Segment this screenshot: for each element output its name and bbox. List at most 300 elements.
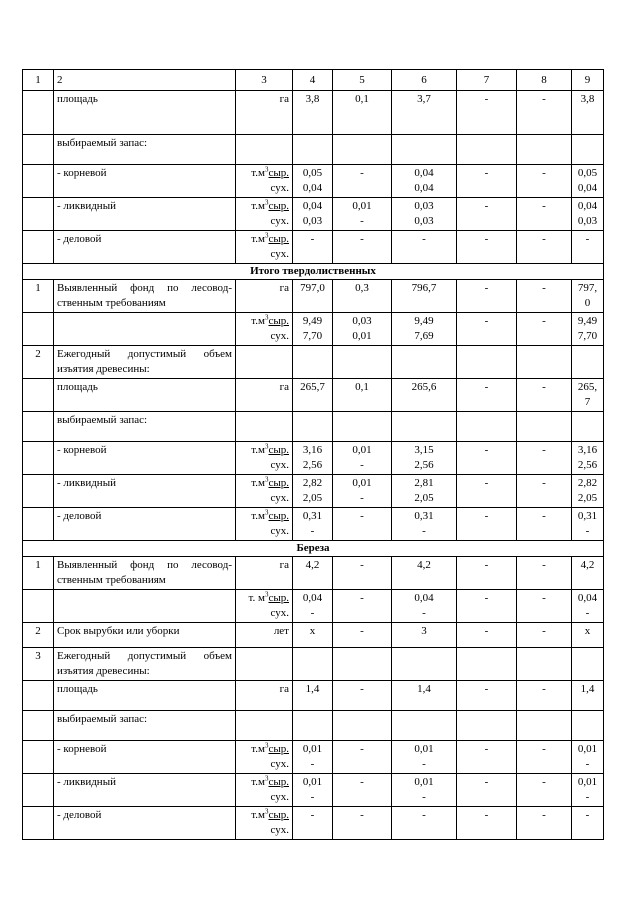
value-cell: [333, 442, 392, 475]
cell-bottom-line: сух.: [270, 824, 289, 836]
value-cell: [572, 135, 604, 165]
cell-top-line: $т.м^3сыр$.: [251, 165, 289, 179]
unit-cell: [236, 442, 293, 475]
indicator-cell: Ежегодный допустимый объем изъятия древесины:: [54, 648, 236, 681]
cell-bottom-line: 0,04: [577, 182, 598, 194]
cell-top-line: -: [484, 510, 489, 522]
value-cell: [457, 508, 517, 541]
cell-top-line: 4,2: [417, 559, 431, 571]
value-cell: [392, 313, 457, 346]
unit-cell: [236, 280, 293, 313]
value-cell: [333, 165, 392, 198]
cell-top-line: 2,82: [302, 477, 323, 489]
value-cell: [333, 313, 392, 346]
value-cell: [457, 557, 517, 590]
cell-top-line: $т.м^3сыр$.: [251, 508, 289, 522]
cell-top-line: т. $м^3сыр$.: [248, 590, 289, 604]
value-cell: [333, 508, 392, 541]
value-cell: [333, 711, 392, 741]
value-cell: 3: [392, 623, 457, 648]
value-cell: [333, 807, 392, 840]
row-number-cell: [23, 442, 54, 475]
cell-bottom-line: -: [310, 758, 315, 770]
cell-bottom-line: [395, 362, 453, 377]
table-row: [23, 313, 604, 346]
value-cell: [457, 165, 517, 198]
cell-top-line: 3,16: [302, 444, 323, 456]
header-cell: 3: [236, 70, 293, 91]
cell-top-line: -: [360, 743, 364, 755]
table-row: [23, 557, 604, 590]
value-cell: [293, 711, 333, 741]
cell-bottom-line: [575, 247, 600, 262]
value-cell: 0,1: [333, 91, 392, 135]
value-cell: [392, 280, 457, 313]
indicator-cell: Выявленный фонд по лесовод-ственным требованиям: [54, 280, 236, 313]
value-cell: [517, 508, 572, 541]
cell-top-line: 0,01: [352, 444, 372, 456]
value-cell: [392, 557, 457, 590]
value-cell: [293, 379, 333, 412]
row-number-cell: [23, 231, 54, 264]
indicator-cell: - деловой: [54, 807, 236, 840]
value-cell: -: [333, 623, 392, 648]
cell-bottom-line: -: [360, 459, 364, 471]
cell-top-line: 0,31: [414, 510, 434, 522]
cell-bottom-line: [239, 664, 289, 679]
cell-top-line: -: [484, 315, 489, 327]
value-cell: х: [293, 623, 333, 648]
value-cell: [392, 442, 457, 475]
cell-top-line: [239, 347, 289, 362]
cell-bottom-line: 0,03: [577, 215, 598, 227]
value-cell: [293, 774, 333, 807]
cell-top-line: -: [585, 809, 590, 821]
cell-bottom-line: [336, 181, 388, 196]
value-cell: [392, 379, 457, 412]
value-cell: [392, 412, 457, 442]
value-cell: [572, 774, 604, 807]
value-cell: [457, 280, 517, 313]
cell-bottom-line: [520, 823, 568, 838]
row-number-cell: [23, 412, 54, 442]
cell-top-line: 0,04: [414, 592, 434, 604]
cell-bottom-line: [520, 664, 568, 679]
cell-top-line: [575, 347, 600, 362]
cell-bottom-line: 2,56: [577, 459, 598, 471]
cell-top-line: 797,0: [300, 282, 325, 294]
row-number-cell: [23, 741, 54, 774]
value-cell: [293, 313, 333, 346]
cell-bottom-line: [520, 329, 568, 344]
unit-cell: [236, 711, 293, 741]
cell-bottom-line: [239, 395, 289, 410]
row-number-cell: [23, 774, 54, 807]
table-row: [23, 475, 604, 508]
cell-bottom-line: [460, 395, 513, 410]
value-cell: -: [457, 681, 517, 711]
cell-top-line: -: [484, 776, 489, 788]
value-cell: [572, 741, 604, 774]
cell-top-line: 0,04: [302, 200, 323, 212]
cell-top-line: га: [279, 381, 289, 393]
cell-top-line: [460, 347, 513, 362]
value-cell: [392, 508, 457, 541]
unit-cell: [236, 412, 293, 442]
cell-top-line: -: [310, 233, 315, 245]
unit-cell: [236, 508, 293, 541]
value-cell: [333, 557, 392, 590]
cell-bottom-line: [460, 296, 513, 311]
value-cell: [293, 165, 333, 198]
value-cell: [517, 648, 572, 681]
cell-top-line: -: [360, 776, 364, 788]
cell-bottom-line: [520, 247, 568, 262]
table-row: [23, 711, 604, 741]
cell-top-line: 0,3: [355, 282, 369, 294]
cell-bottom-line: [575, 664, 600, 679]
cell-top-line: 0,04: [302, 592, 323, 604]
value-cell: [517, 412, 572, 442]
row-number-cell: [23, 590, 54, 623]
unit-cell: [236, 231, 293, 264]
unit-cell: [236, 648, 293, 681]
cell-top-line: 265,6: [411, 381, 437, 393]
value-cell: [333, 475, 392, 508]
value-cell: -: [333, 681, 392, 711]
value-cell: [517, 313, 572, 346]
table-row: [23, 91, 604, 135]
cell-bottom-line: [460, 606, 513, 621]
value-cell: [517, 590, 572, 623]
cell-top-line: -: [542, 381, 546, 393]
cell-bottom-line: 0,03: [414, 215, 434, 227]
cell-bottom-line: [520, 606, 568, 621]
unit-cell: [236, 807, 293, 840]
cell-top-line: -: [360, 809, 364, 821]
unit-cell: [236, 590, 293, 623]
cell-top-line: 9,49: [577, 315, 598, 327]
cell-bottom-line: 0: [584, 297, 591, 309]
cell-bottom-line: сух.: [270, 525, 289, 537]
cell-top-line: $т.м^3сыр$.: [251, 807, 289, 821]
value-cell: [392, 741, 457, 774]
row-number-cell: [23, 165, 54, 198]
indicator-cell: - ликвидный: [54, 475, 236, 508]
cell-top-line: 265,: [577, 381, 598, 393]
value-cell: [293, 475, 333, 508]
cell-top-line: -: [542, 776, 546, 788]
value-cell: 1,4: [572, 681, 604, 711]
cell-top-line: 3,16: [577, 444, 598, 456]
value-cell: -: [517, 91, 572, 135]
value-cell: [333, 231, 392, 264]
header-cell: 4: [293, 70, 333, 91]
cell-top-line: 0,01: [577, 743, 598, 755]
value-cell: [572, 165, 604, 198]
cell-top-line: 0,03: [352, 315, 372, 327]
cell-bottom-line: [296, 247, 329, 262]
cell-bottom-line: [575, 573, 600, 588]
cell-top-line: 4,2: [580, 559, 595, 571]
row-number-cell: [23, 91, 54, 135]
cell-bottom-line: -: [585, 758, 590, 770]
value-cell: 1,4: [392, 681, 457, 711]
value-cell: [572, 442, 604, 475]
cell-bottom-line: [460, 757, 513, 772]
cell-bottom-line: [395, 823, 453, 838]
row-number-cell: 2: [23, 623, 54, 648]
cell-top-line: [336, 347, 388, 362]
cell-bottom-line: [239, 296, 289, 311]
value-cell: 1,4: [293, 681, 333, 711]
row-number-cell: [23, 313, 54, 346]
cell-bottom-line: 2,05: [577, 492, 598, 504]
value-cell: [572, 557, 604, 590]
cell-bottom-line: 2,56: [302, 459, 323, 471]
indicator-cell: - ликвидный: [54, 198, 236, 231]
table-row: [23, 590, 604, 623]
cell-bottom-line: [296, 395, 329, 410]
table-row: [23, 774, 604, 807]
cell-bottom-line: [460, 214, 513, 229]
indicator-cell: - деловой: [54, 231, 236, 264]
value-cell: [392, 165, 457, 198]
cell-bottom-line: [239, 573, 289, 588]
cell-top-line: -: [484, 477, 489, 489]
cell-top-line: 0,1: [355, 381, 369, 393]
header-cell: 6: [392, 70, 457, 91]
value-cell: [517, 475, 572, 508]
value-cell: [572, 475, 604, 508]
value-cell: [293, 442, 333, 475]
cell-top-line: [239, 649, 289, 664]
value-cell: [572, 346, 604, 379]
value-cell: [392, 135, 457, 165]
table-row: [23, 231, 604, 264]
cell-top-line: 4,2: [305, 559, 320, 571]
unit-cell: [236, 741, 293, 774]
value-cell: [333, 280, 392, 313]
table-row: [23, 346, 604, 379]
value-cell: [457, 807, 517, 840]
cell-top-line: [395, 649, 453, 664]
cell-bottom-line: [520, 573, 568, 588]
cell-bottom-line: -: [422, 791, 426, 803]
indicator-cell: - деловой: [54, 508, 236, 541]
cell-bottom-line: -: [585, 525, 590, 537]
cell-bottom-line: -: [585, 791, 590, 803]
value-cell: [457, 198, 517, 231]
indicator-cell: Срок вырубки или уборки: [54, 623, 236, 648]
value-cell: [333, 198, 392, 231]
value-cell: [572, 231, 604, 264]
cell-top-line: -: [484, 381, 489, 393]
cell-bottom-line: 7,70: [302, 330, 323, 342]
cell-top-line: -: [360, 233, 364, 245]
cell-bottom-line: [460, 247, 513, 262]
cell-bottom-line: [575, 823, 600, 838]
value-cell: [333, 135, 392, 165]
value-cell: [333, 346, 392, 379]
value-cell: [457, 346, 517, 379]
cell-bottom-line: -: [310, 525, 315, 537]
table-row: [23, 508, 604, 541]
value-cell: 3,8: [293, 91, 333, 135]
cell-top-line: 9,49: [302, 315, 323, 327]
cell-top-line: -: [310, 809, 315, 821]
indicator-cell: площадь: [54, 681, 236, 711]
value-cell: 3,8: [572, 91, 604, 135]
table-row: [23, 379, 604, 412]
cell-top-line: [520, 649, 568, 664]
value-cell: [572, 198, 604, 231]
cell-bottom-line: [520, 790, 568, 805]
cell-top-line: $т.м^3сыр$.: [251, 774, 289, 788]
cell-bottom-line: [336, 296, 388, 311]
value-cell: -: [517, 681, 572, 711]
table-row: [23, 681, 604, 711]
cell-bottom-line: [296, 296, 329, 311]
cell-bottom-line: 7,69: [414, 330, 434, 342]
table-row: [23, 442, 604, 475]
value-cell: [572, 508, 604, 541]
table-row: [23, 741, 604, 774]
indicator-cell: выбираемый запас:: [54, 711, 236, 741]
cell-bottom-line: 2,05: [302, 492, 323, 504]
value-cell: [572, 648, 604, 681]
cell-bottom-line: [395, 395, 453, 410]
cell-bottom-line: 0,03: [302, 215, 323, 227]
cell-top-line: -: [542, 477, 546, 489]
cell-top-line: -: [360, 592, 364, 604]
unit-cell: [236, 135, 293, 165]
cell-bottom-line: [395, 247, 453, 262]
unit-cell: [236, 198, 293, 231]
value-cell: [293, 231, 333, 264]
section-title: Итого твердолиственных: [23, 264, 604, 280]
cell-top-line: -: [542, 444, 546, 456]
cell-bottom-line: сух.: [270, 791, 289, 803]
cell-bottom-line: [336, 524, 388, 539]
cell-top-line: -: [484, 444, 489, 456]
indicator-cell: - корневой: [54, 741, 236, 774]
cell-top-line: $т.м^3сыр$.: [251, 198, 289, 212]
cell-bottom-line: [296, 664, 329, 679]
unit-cell: [236, 475, 293, 508]
cell-bottom-line: [336, 395, 388, 410]
row-number-cell: [23, 711, 54, 741]
value-cell: [293, 346, 333, 379]
row-number-cell: 2: [23, 346, 54, 379]
value-cell: [333, 590, 392, 623]
cell-bottom-line: [460, 823, 513, 838]
value-cell: [457, 475, 517, 508]
cell-bottom-line: [520, 296, 568, 311]
cell-top-line: -: [422, 809, 426, 821]
cell-bottom-line: [336, 606, 388, 621]
cell-bottom-line: сух.: [270, 248, 289, 260]
cell-bottom-line: сух.: [270, 492, 289, 504]
cell-top-line: 0,01: [302, 743, 323, 755]
cell-top-line: -: [484, 200, 489, 212]
cell-top-line: га: [279, 282, 289, 294]
cell-top-line: 3,15: [414, 444, 434, 456]
cell-top-line: 0,03: [414, 200, 434, 212]
value-cell: [392, 648, 457, 681]
value-cell: [457, 231, 517, 264]
row-number-cell: [23, 135, 54, 165]
unit-cell: [236, 379, 293, 412]
row-number-cell: [23, 681, 54, 711]
cell-bottom-line: сух.: [270, 607, 289, 619]
cell-top-line: $т.м^3сыр$.: [251, 475, 289, 489]
value-cell: [392, 231, 457, 264]
table-row: [23, 807, 604, 840]
value-cell: [457, 313, 517, 346]
cell-bottom-line: -: [585, 607, 590, 619]
cell-top-line: 0,01: [414, 776, 434, 788]
cell-bottom-line: 7: [584, 396, 591, 408]
indicator-cell: Ежегодный допустимый объем изъятия древесины:: [54, 346, 236, 379]
cell-bottom-line: [575, 362, 600, 377]
cell-top-line: -: [484, 809, 489, 821]
value-cell: [572, 711, 604, 741]
value-cell: [517, 807, 572, 840]
table-row: [23, 648, 604, 681]
value-cell: [517, 774, 572, 807]
cell-top-line: -: [542, 510, 546, 522]
cell-top-line: 265,7: [300, 381, 325, 393]
cell-bottom-line: [336, 247, 388, 262]
cell-bottom-line: [395, 664, 453, 679]
table-row: [23, 198, 604, 231]
cell-top-line: -: [542, 200, 546, 212]
value-cell: [572, 379, 604, 412]
value-cell: [333, 774, 392, 807]
cell-top-line: [395, 347, 453, 362]
cell-bottom-line: -: [422, 607, 426, 619]
indicator-cell: выбираемый запас:: [54, 412, 236, 442]
cell-bottom-line: сух.: [270, 758, 289, 770]
cell-top-line: 0,01: [414, 743, 434, 755]
cell-top-line: 0,31: [577, 510, 598, 522]
cell-top-line: $т.м^3сыр$.: [251, 741, 289, 755]
value-cell: 3,7: [392, 91, 457, 135]
cell-top-line: 0,01: [577, 776, 598, 788]
cell-top-line: -: [484, 743, 489, 755]
header-cell: 1: [23, 70, 54, 91]
cell-top-line: -: [484, 282, 489, 294]
cell-bottom-line: [460, 664, 513, 679]
cell-bottom-line: сух.: [270, 182, 289, 194]
row-number-cell: [23, 475, 54, 508]
value-cell: [392, 198, 457, 231]
indicator-cell: площадь: [54, 379, 236, 412]
value-cell: [517, 557, 572, 590]
cell-top-line: га: [279, 559, 289, 571]
cell-top-line: [296, 649, 329, 664]
cell-bottom-line: -: [310, 607, 315, 619]
value-cell: [392, 475, 457, 508]
value-cell: [333, 648, 392, 681]
cell-bottom-line: 7,70: [577, 330, 598, 342]
table-row: [23, 165, 604, 198]
cell-top-line: [336, 649, 388, 664]
value-cell: [293, 135, 333, 165]
cell-bottom-line: -: [422, 758, 426, 770]
cell-top-line: [520, 347, 568, 362]
